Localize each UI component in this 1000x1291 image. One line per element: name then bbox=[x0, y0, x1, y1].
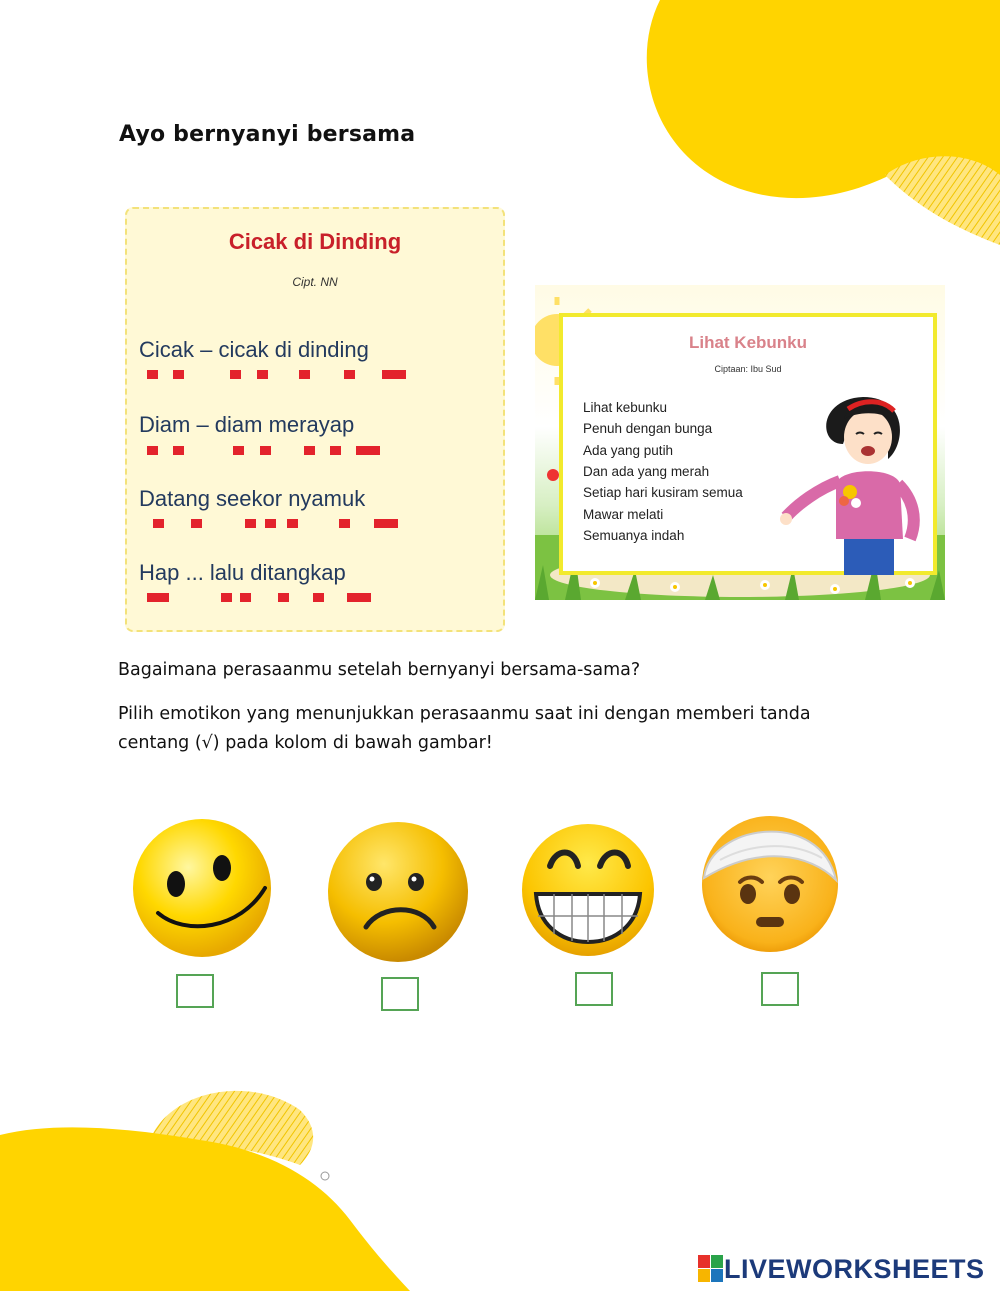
rhythm-mark bbox=[278, 593, 289, 602]
song-title: Lihat Kebunku bbox=[688, 333, 808, 352]
lyric-line: Hap ... lalu ditangkap bbox=[139, 560, 346, 585]
girl-singing-illustration bbox=[778, 389, 938, 575]
lyric-line: Dan ada yang merah bbox=[583, 464, 710, 479]
rhythm-mark bbox=[356, 446, 380, 455]
song-title: Cicak di Dinding bbox=[228, 229, 402, 254]
rhythm-mark bbox=[147, 593, 169, 602]
rhythm-mark bbox=[299, 370, 310, 379]
instruction-line-1: Pilih emotikon yang menunjukkan perasaanmu saat ini dengan memberi tanda bbox=[118, 704, 811, 724]
checkbox-sad[interactable] bbox=[381, 977, 419, 1011]
rhythm-mark bbox=[147, 370, 158, 379]
sad-face-icon bbox=[326, 822, 472, 962]
rhythm-mark bbox=[153, 519, 164, 528]
rhythm-mark bbox=[240, 593, 251, 602]
lyric-line: Semuanya indah bbox=[583, 528, 685, 543]
bandaged-head-face-icon bbox=[700, 814, 840, 954]
lyric-line: Diam – diam merayap bbox=[139, 412, 355, 437]
rhythm-mark bbox=[230, 370, 241, 379]
top-right-yellow-blob bbox=[620, 0, 1000, 260]
rhythm-mark bbox=[245, 519, 256, 528]
song-card-cicak bbox=[125, 207, 505, 632]
song-credit: Cipt. NN bbox=[292, 275, 338, 289]
lyric-line: Datang seekor nyamuk bbox=[139, 486, 366, 511]
lyric-line: Penuh dengan bunga bbox=[583, 421, 713, 436]
rhythm-mark bbox=[374, 519, 398, 528]
emoticon-bandaged bbox=[700, 814, 840, 958]
instruction-line-2: centang (√) pada kolom di bawah gambar! bbox=[118, 733, 493, 753]
rhythm-mark bbox=[330, 446, 341, 455]
rhythm-mark bbox=[304, 446, 315, 455]
rhythm-mark bbox=[382, 370, 406, 379]
lyric-line: Ada yang putih bbox=[583, 443, 674, 458]
song-lyrics-panel bbox=[559, 313, 937, 575]
rhythm-mark bbox=[265, 519, 276, 528]
rhythm-mark bbox=[347, 593, 371, 602]
lyric-line: Cicak – cicak di dinding bbox=[139, 337, 369, 362]
bottom-left-yellow-blob bbox=[0, 1080, 520, 1291]
question-feeling: Bagaimana perasaanmu setelah bernyanyi bersama-sama? bbox=[118, 660, 641, 680]
checkbox-happy[interactable] bbox=[176, 974, 214, 1008]
rhythm-mark bbox=[260, 446, 271, 455]
rhythm-mark bbox=[233, 446, 244, 455]
liveworksheets-logo bbox=[698, 1253, 985, 1285]
logo-text: LIVEWORKSHEETS bbox=[724, 1253, 985, 1284]
rhythm-mark bbox=[339, 519, 350, 528]
liveworksheets-logo-icon bbox=[698, 1255, 724, 1283]
emoticon-sad bbox=[326, 822, 472, 966]
page-title: Ayo bernyanyi bersama bbox=[119, 122, 416, 147]
happy-face-icon bbox=[130, 818, 276, 958]
song-card-lihat-kebunku bbox=[535, 285, 945, 600]
rhythm-mark bbox=[257, 370, 268, 379]
lyric-line: Mawar melati bbox=[583, 507, 664, 522]
rhythm-mark bbox=[221, 593, 232, 602]
song-credit: Ciptaan: Ibu Sud bbox=[714, 364, 782, 374]
emoticon-happy bbox=[130, 818, 276, 962]
rhythm-mark bbox=[191, 519, 202, 528]
rhythm-mark bbox=[313, 593, 324, 602]
rhythm-mark bbox=[344, 370, 355, 379]
lyric-line: Lihat kebunku bbox=[583, 400, 668, 415]
checkbox-bandaged[interactable] bbox=[761, 972, 799, 1006]
rhythm-mark bbox=[173, 446, 184, 455]
rhythm-mark bbox=[147, 446, 158, 455]
checkbox-grinning[interactable] bbox=[575, 972, 613, 1006]
lyric-line: Setiap hari kusiram semua bbox=[583, 485, 743, 500]
emoticon-grinning bbox=[520, 824, 660, 960]
rhythm-mark bbox=[173, 370, 184, 379]
rhythm-mark bbox=[287, 519, 298, 528]
grinning-face-icon bbox=[520, 824, 660, 956]
